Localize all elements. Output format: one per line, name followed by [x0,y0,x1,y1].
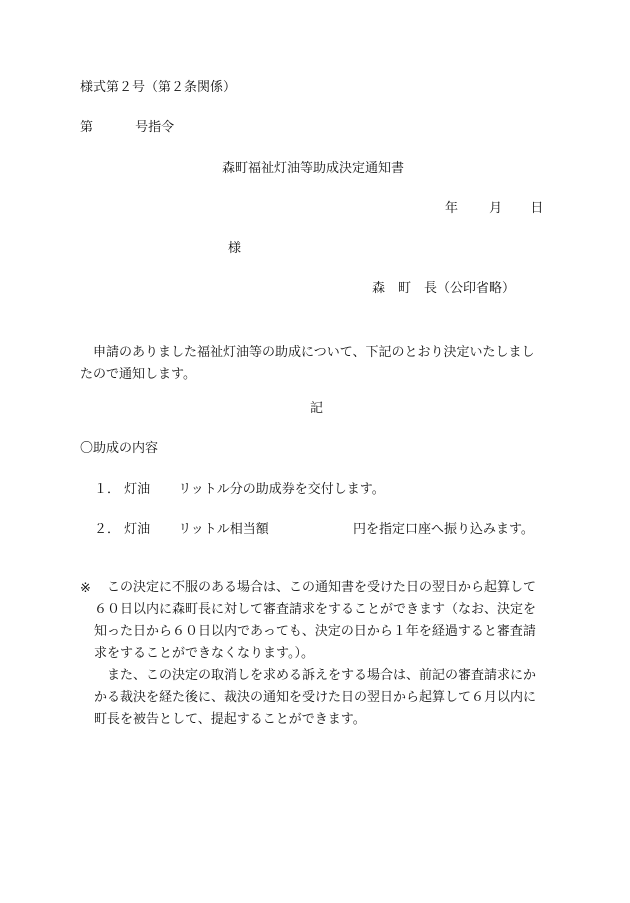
ki-heading: 記 [310,401,324,416]
note-line: 求をすることができなくなります。）。 [94,646,314,661]
note-line: また、この決定の取消しを求める訴えをする場合は、前記の審査請求にか [94,668,537,683]
item-2 [94,523,534,536]
note-mark: ※ [80,581,91,596]
addressee-suffix: 様 [228,241,242,256]
item-lead: 灯油 [124,522,151,537]
form-number: 様式第２号（第２条関係） [80,80,237,95]
body-line: たので通知します。 [80,367,196,382]
note-line: 知った日から６０日以内であっても、決定の日から１年を経過すると審査請 [94,624,536,639]
item-text-2: 円を指定口座へ振り込みます。 [352,522,534,537]
item-lead: 灯油 [124,482,151,497]
date-year-label: 年 [445,201,459,216]
document-title: 森町福祉灯油等助成決定通知書 [222,161,405,176]
date-day-label: 日 [530,201,544,216]
item-text: リットル相当額 [178,522,269,537]
note-line: かる裁決を経た後に、裁決の通知を受けた日の翌日から起算して６月以内に [94,690,537,705]
item-number: ２． [94,522,121,537]
issuer: 森 町 長（公印省略） [372,281,516,296]
item-1 [94,483,385,496]
item-text: リットル分の助成券を交付します。 [178,482,385,497]
section-heading: 〇助成の内容 [80,441,159,456]
body-line: 申請のありました福祉灯油等の助成について、下記のとおり決定いたしまし [80,345,535,360]
date-month-label: 月 [489,201,503,216]
directive-number [80,121,174,134]
item-number: １． [94,482,121,497]
directive-suffix: 号指令 [135,120,175,135]
body-paragraph [80,342,554,386]
note-line: この決定に不服のある場合は、この通知書を受けた日の翌日から起算して [107,580,537,595]
note-paragraph [94,577,554,731]
note-line: ６０日以内に森町長に対して審査請求をすることができます（なお、決定を [94,602,537,617]
directive-prefix: 第 [80,120,94,135]
note-line: 町長を被告として、提起することができます。 [94,712,366,727]
date-line [445,202,543,215]
